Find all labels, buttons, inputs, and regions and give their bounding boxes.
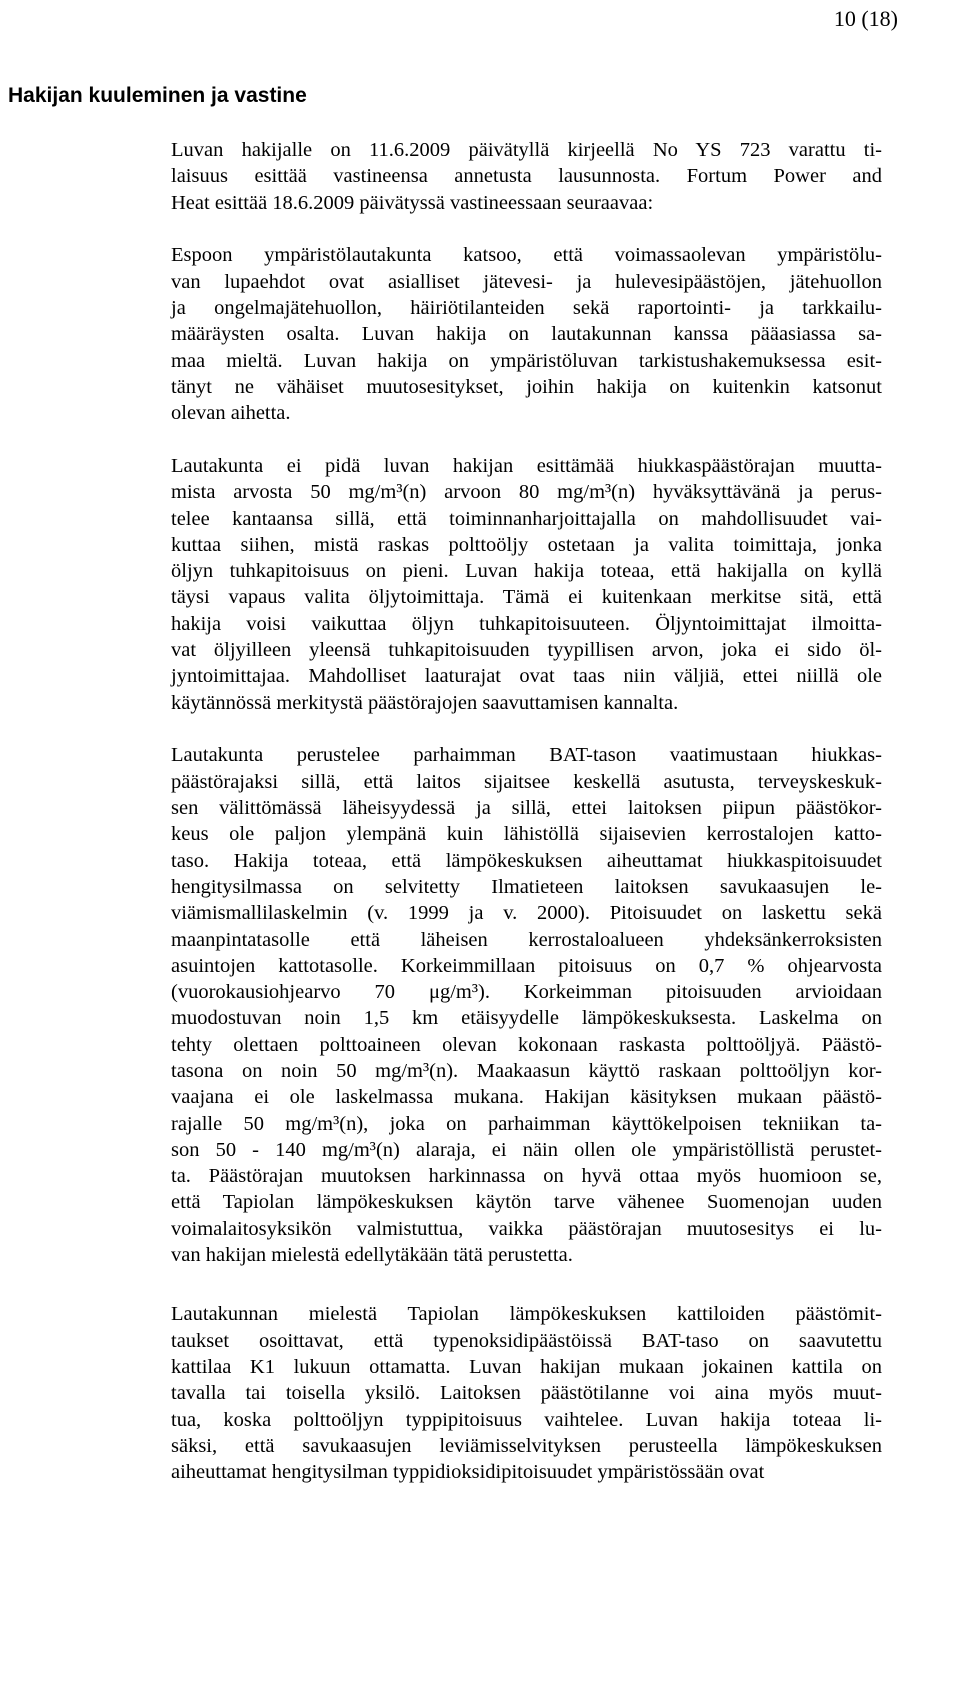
text-line: ja ongelmajätehuollon, häiriötilanteiden sekä raportointi- ja tarkkailu- [171,296,882,319]
text-line: muodostuvan noin 1,5 km etäisyydelle lämpökeskuksesta. Laskelma on [171,1007,882,1030]
text-line: voimalaitosyksikön valmistuttua, vaikka päästörajan muutosesitys ei lu- [171,1217,882,1240]
text-line: aiheuttamat hengitysilman typpidioksidipitoisuudet ympäristössään ovat [171,1461,765,1484]
text-line: sen välittömässä läheisyydessä ja sillä, ettei laitoksen piipun päästökor- [171,797,882,820]
paragraph [171,453,882,716]
text-line: laisuus esittää vastineensa annetusta lausunnosta. Fortum Power and [171,165,882,188]
text-line: kattilaa K1 lukuun ottamatta. Luvan hakijan mukaan jokainen kattila on [171,1355,882,1378]
text-line: täysi vapaus valita öljytoimittaja. Tämä ei kuitenkaan merkitse sitä, että [171,586,882,609]
text-line: käytännössä merkitystä päästörajojen saavuttamisen kannalta. [171,691,679,714]
text-line: jyntoimittajaa. Mahdolliset laaturajat ovat taas niin väljiä, ettei niillä ole [171,665,882,688]
paragraph [171,242,882,426]
text-line: rajalle 50 mg/m³(n), joka on parhaimman käyttökelpoisen tekniikan ta- [171,1112,882,1135]
text-line: Lautakunta perustelee parhaimman BAT-tason vaatimustaan hiukkas- [171,744,882,767]
text-line: olevan aihetta. [171,402,291,425]
text-line: Heat esittää 18.6.2009 päivätyssä vastineessaan seuraavaa: [171,191,654,214]
paragraph-spacer [171,1268,882,1301]
paragraph-spacer [171,716,882,743]
paragraph [171,137,882,216]
text-line: (vuorokausiohjearvo 70 μg/m³). Korkeimman pitoisuuden arvioidaan [171,981,882,1004]
text-line: tua, koska polttoöljyn typpipitoisuus vaihtelee. Luvan hakija toteaa li- [171,1408,882,1431]
text-line: Luvan hakijalle on 11.6.2009 päivätyllä kirjeellä No YS 723 varattu ti- [171,139,882,161]
page-number: 10 (18) [833,6,898,31]
text-line: tasona on noin 50 mg/m³(n). Maakaasun käyttö raskaan polttoöljyn kor- [171,1060,882,1082]
text-line: taso. Hakija toteaa, että lämpökeskuksen aiheuttamat hiukkaspitoisuudet [171,849,882,872]
text-line: telee kantaansa sillä, että toiminnanharjoittajalla on mahdollisuudet vai- [171,507,882,530]
text-line: ta. Päästörajan muutoksen harkinnassa on hyvä ottaa myös huomioon se, [171,1165,882,1188]
text-line: Lautakunnan mielestä Tapiolan lämpökeskuksen kattiloiden päästömit- [171,1303,882,1326]
text-line: hakija voisi vaikuttaa öljyn tuhkapitoisuuteen. Öljyntoimittajat ilmoitta- [171,612,882,635]
document-body [171,137,882,1485]
text-line: maanpintatasolle että läheisen kerrostaloalueen yhdeksänkerroksisten [171,928,882,951]
text-line: hengitysilmassa on selvitetty Ilmatieteen laitoksen savukaasujen le- [171,875,882,898]
text-line: maa mieltä. Luvan hakija on ympäristöluvan tarkistushakemuksessa esit- [171,349,882,372]
paragraph [171,742,882,1268]
section-heading: Hakijan kuuleminen ja vastine [8,84,307,107]
text-line: Espoon ympäristölautakunta katsoo, että voimassaolevan ympäristölu- [171,244,882,267]
text-line: son 50 - 140 mg/m³(n) alaraja, ei näin ollen ole ympäristöllistä perustet- [171,1138,882,1161]
text-line: mista arvosta 50 mg/m³(n) arvoon 80 mg/m³(n) hyväksyttävänä ja perus- [171,481,882,504]
text-line: öljyn tuhkapitoisuus on pieni. Luvan hakija toteaa, että hakijalla on kyllä [171,560,882,583]
text-line: tehty olettaen polttoaineen olevan kokonaan raskasta polttoöljyä. Päästö- [171,1033,882,1056]
text-line: että Tapiolan lämpökeskuksen käytön tarve vähenee Suomenojan uuden [171,1191,882,1214]
text-line: kuttaa siihen, mistä raskas polttoöljy ostetaan ja valita toimittaja, jonka [171,533,882,556]
text-line: määräysten osalta. Luvan hakija on lautakunnan kanssa pääasiassa sa- [171,323,882,346]
text-line: säksi, että savukaasujen leviämisselvityksen perusteella lämpökeskuksen [171,1434,882,1457]
paragraph-spacer [171,426,882,453]
text-line: van hakijan mielestä edellytäkään tätä perustetta. [171,1244,573,1267]
paragraph-spacer [171,216,882,243]
text-line: Lautakunta ei pidä luvan hakijan esittämää hiukkaspäästörajan muutta- [171,454,882,477]
text-line: asuintojen kattotasolle. Korkeimmillaan pitoisuus on 0,7 % ohjearvosta [171,954,882,977]
paragraph [171,1301,882,1485]
text-line: viämismallilaskelmin (v. 1999 ja v. 2000). Pitoisuudet on laskettu sekä [171,902,882,925]
text-line: van lupaehdot ovat asialliset jätevesi- ja hulevesipäästöjen, jätehuollon [171,270,882,293]
text-line: päästörajaksi sillä, että laitos sijaitsee keskellä asutusta, terveyskeskuk- [171,770,882,793]
text-line: keus ole paljon ylempänä kuin lähistöllä sijaisevien kerrostalojen katto- [171,823,882,846]
text-line: tavalla tai toisella yksilö. Laitoksen päästötilanne voi aina myös muut- [171,1382,882,1405]
text-line: taukset osoittavat, että typenoksidipäästöissä BAT-taso on saavutettu [171,1329,882,1352]
text-line: vaajana ei ole laskelmassa mukana. Hakijan käsityksen mukaan päästö- [171,1086,882,1109]
text-line: vat öljyilleen yleensä tuhkapitoisuuden tyypillisen arvon, joka ei sido öl- [171,639,882,662]
text-line: tänyt ne vähäiset muutosesitykset, joihin hakija on kuitenkin katsonut [171,375,882,398]
